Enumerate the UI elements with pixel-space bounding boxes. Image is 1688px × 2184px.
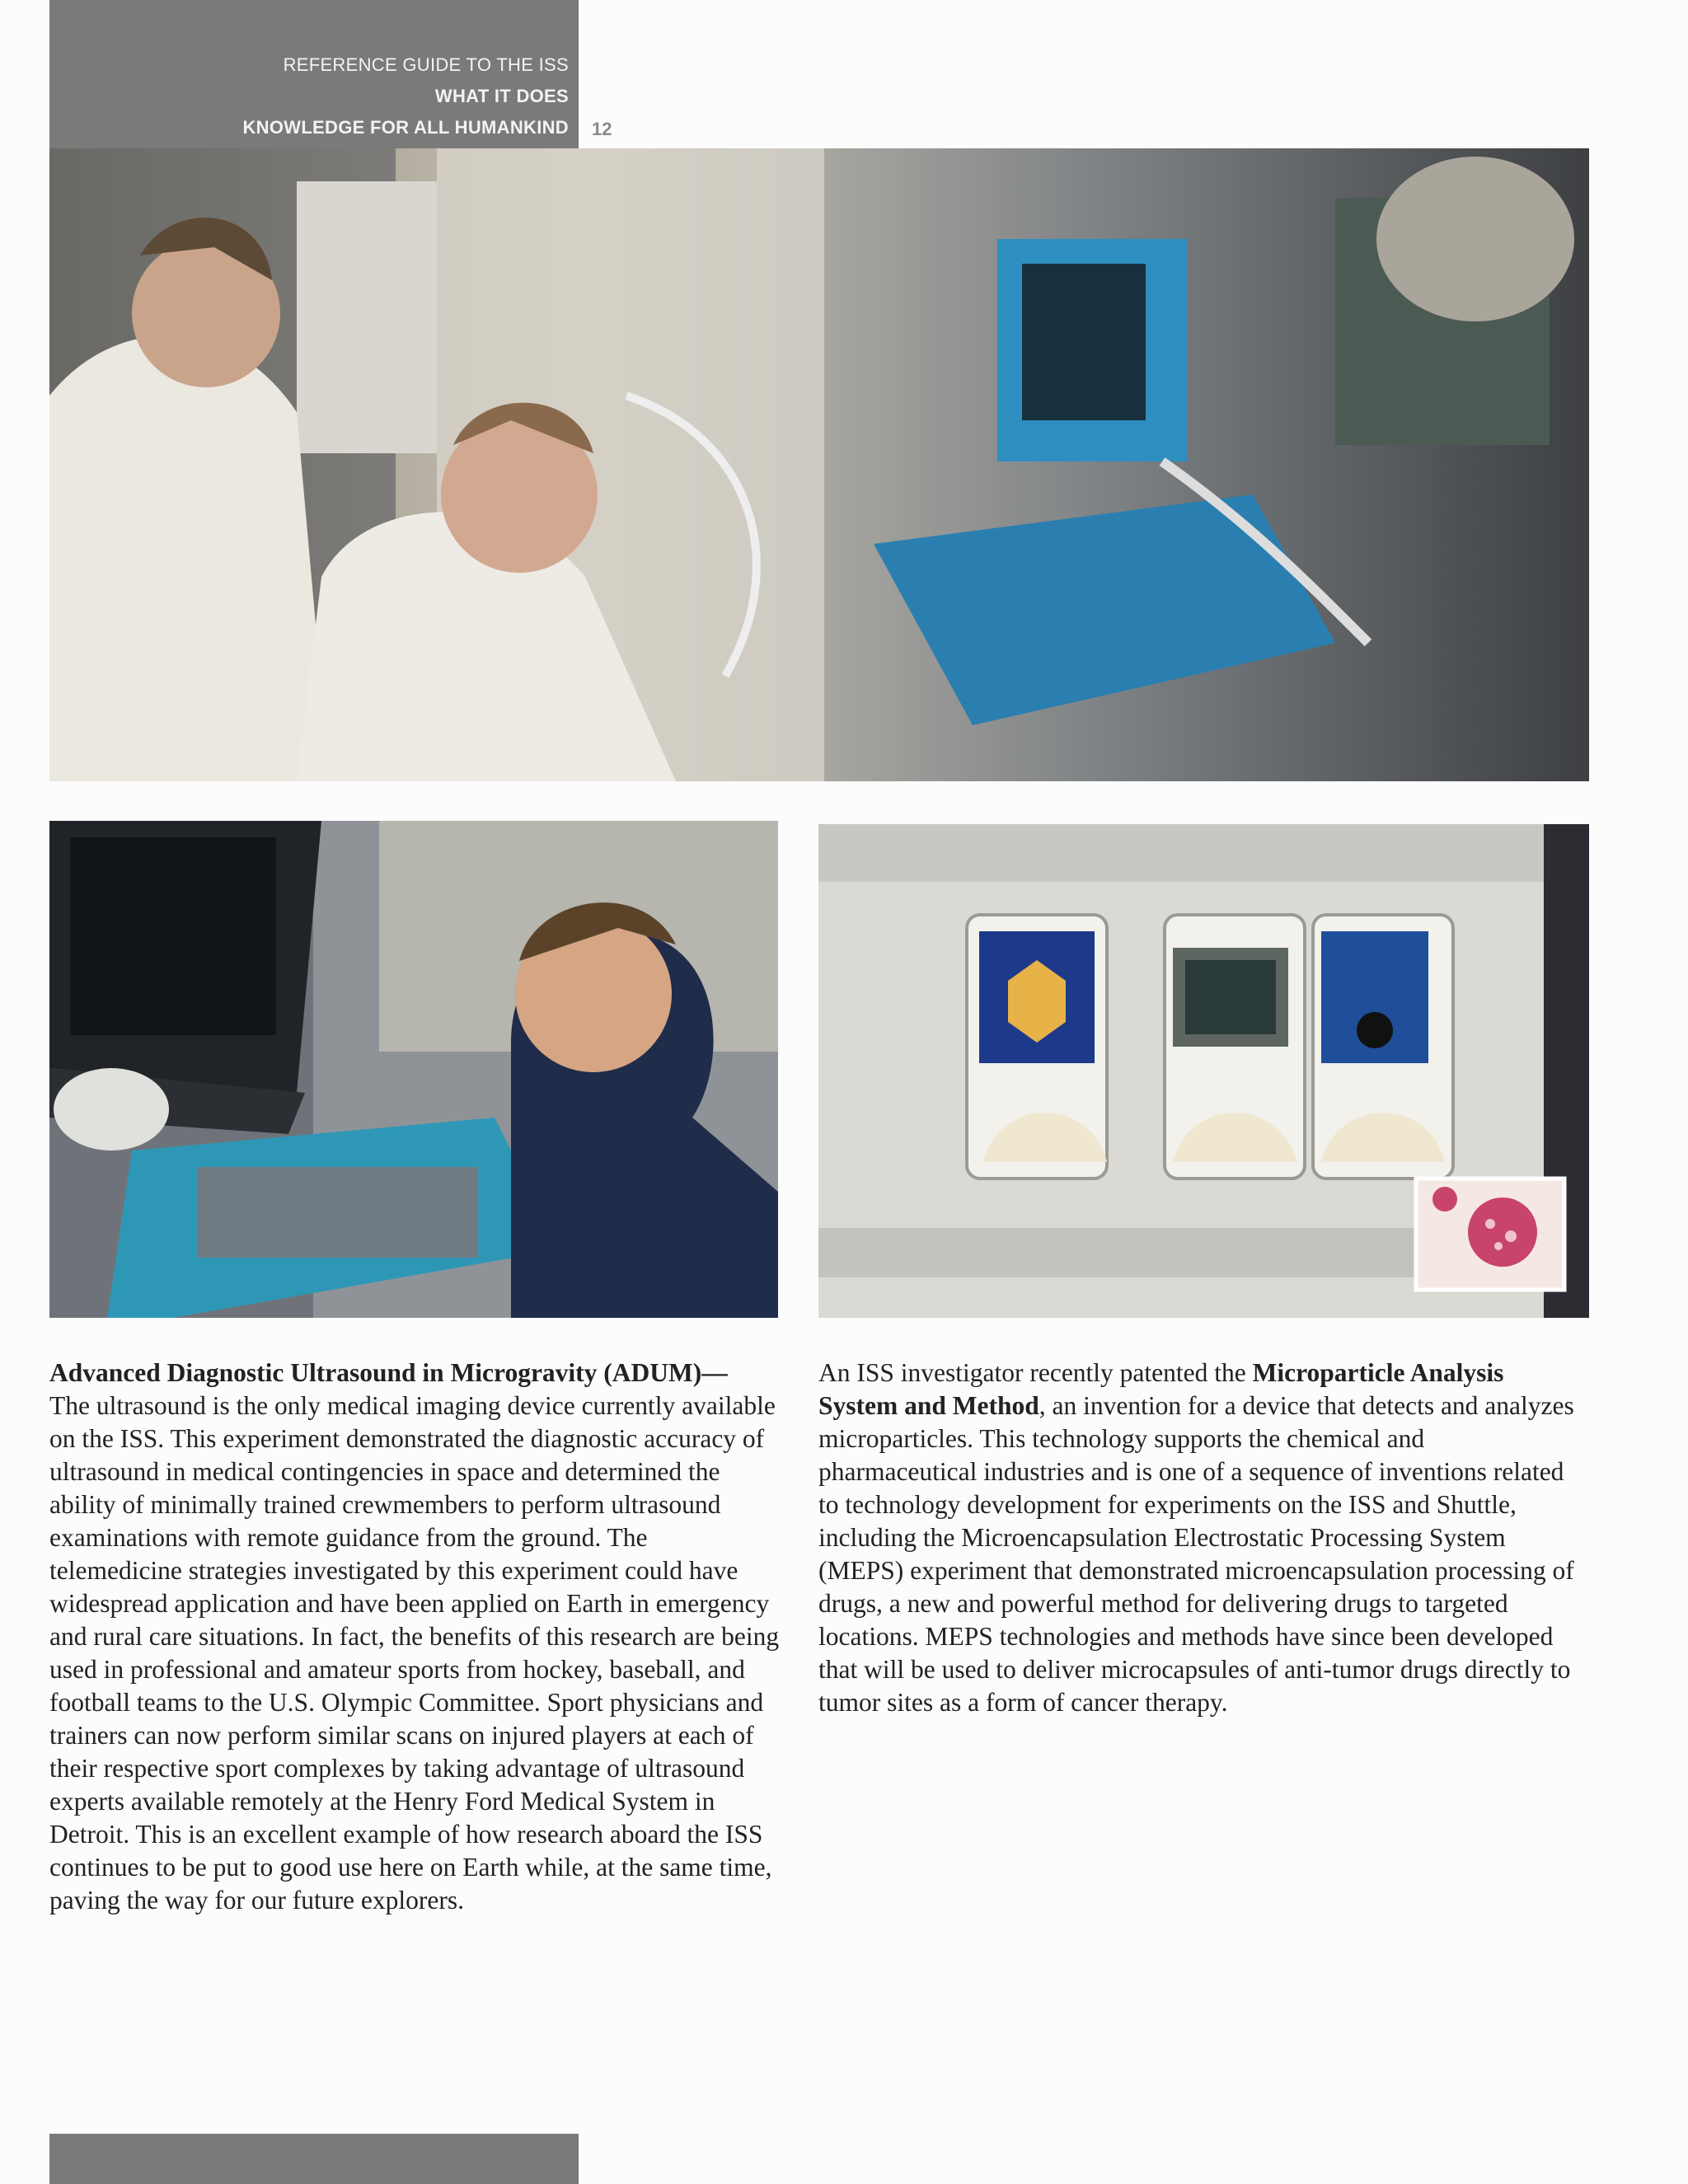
page-number: 12 — [592, 119, 612, 139]
header-band — [49, 0, 579, 148]
adum-paragraph — [49, 1357, 783, 1917]
photo-crew-ultrasound-lab — [49, 148, 1589, 781]
photo-meps-hardware-rack — [818, 824, 1589, 1318]
adum-article — [49, 1357, 783, 1917]
microparticle-bold-term: Microparticle Analysis System and Method — [818, 1358, 1504, 1420]
header-section-title: WHAT IT DOES — [434, 86, 569, 106]
header-subsection-title: KNOWLEDGE FOR ALL HUMANKIND — [242, 117, 569, 138]
microparticle-paragraph — [818, 1357, 1589, 1719]
microparticle-body: , an invention for a device that detects and analyzes microparticles. This technology supports the chemical and pharmaceutical industries and is one of a sequence of inventions related to technology development for experiments on the ISS and Shuttle, including the Microencapsulation Electrostatic Processing System (MEPS) experiment that demonstrated microencapsulation processing of drugs, a new and powerful method for delivering drugs to targeted locations. MEPS technologies and methods have since been developed that will be used to deliver microcapsules of anti-tumor drugs directly to tumor sites as a form of cancer therapy. — [818, 1391, 1574, 1717]
header-guide-title: REFERENCE GUIDE TO THE ISS — [283, 54, 569, 75]
microcapsule-micrograph-inset — [1416, 1179, 1564, 1290]
footer-band — [49, 2134, 579, 2184]
photo-astronaut-ultrasound-console — [49, 821, 778, 1318]
microparticle-article — [818, 1357, 1589, 1719]
adum-heading: Advanced Diagnostic Ultrasound in Microgravity (ADUM)— — [49, 1358, 728, 1387]
adum-body: The ultrasound is the only medical imaging device currently available on the ISS. This experiment demonstrated the diagnostic accuracy of ultrasound in medical contingencies in space and determined the ability of minimally trained crewmembers to perform ultrasound examinations with remote guidance from the ground. The telemedicine strategies investigated by this experiment could have widespread application and have been applied on Earth in emergency and rural care situations. In fact, the benefits of this research are being used in professional and amateur sports from hockey, baseball, and football teams to the U.S. Olympic Committee. Sport physicians and trainers can now perform similar scans on injured players at each of their respective sport complexes by taking advantage of ultrasound experts available remotely at the Henry Ford Medical System in Detroit. This is an excellent example of how research aboard the ISS continues to be put to good use here on Earth while, at the same time, paving the way for our future explorers. — [49, 1391, 780, 1915]
microparticle-intro: An ISS investigator recently patented the — [818, 1358, 1253, 1387]
